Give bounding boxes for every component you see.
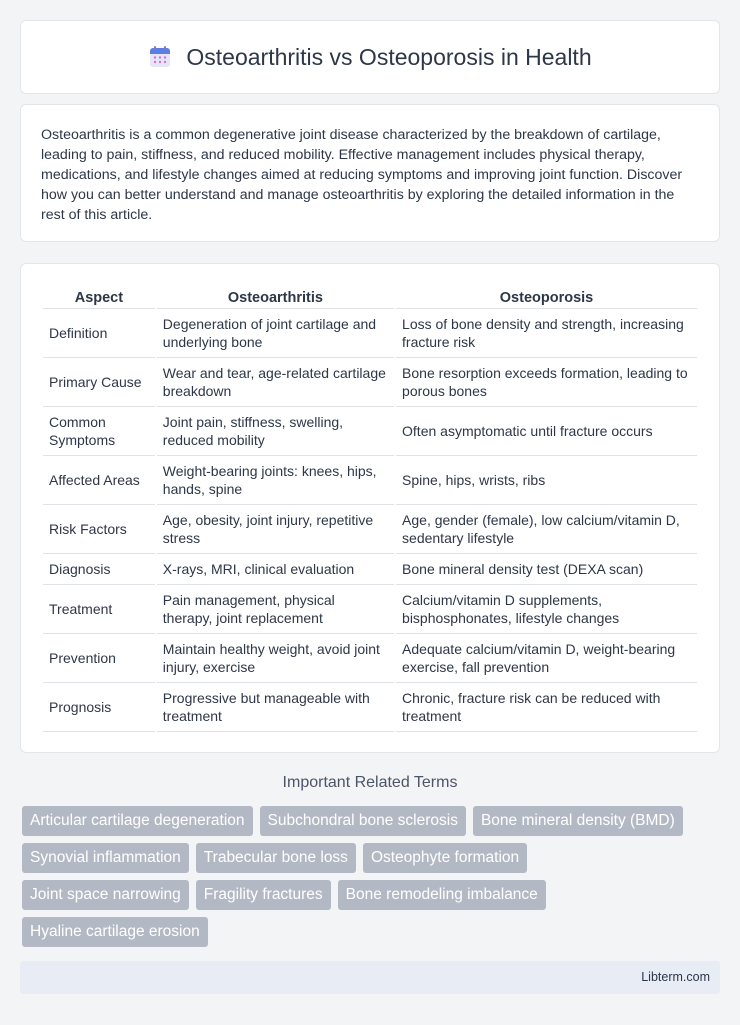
table-header-row bbox=[43, 282, 697, 309]
table-cell: Definition bbox=[43, 309, 155, 358]
comparison-table bbox=[41, 282, 699, 732]
table-cell: Bone resorption exceeds formation, leading to porous bones bbox=[396, 358, 697, 407]
table-row bbox=[43, 505, 697, 554]
related-term-tag[interactable]: Trabecular bone loss bbox=[196, 843, 356, 873]
table-cell: Age, obesity, joint injury, repetitive stress bbox=[157, 505, 394, 554]
page-title: Osteoarthritis vs Osteoporosis in Health bbox=[186, 43, 592, 70]
tag-row bbox=[22, 806, 722, 836]
table-cell: Loss of bone density and strength, increasing fracture risk bbox=[396, 309, 697, 358]
table-row bbox=[43, 358, 697, 407]
table-cell: Pain management, physical therapy, joint replacement bbox=[157, 585, 394, 634]
footer bbox=[20, 961, 720, 994]
table-cell: Often asymptomatic until fracture occurs bbox=[396, 407, 697, 456]
related-terms-tags bbox=[22, 806, 722, 954]
table-row bbox=[43, 683, 697, 732]
table-row bbox=[43, 554, 697, 585]
table-cell: Spine, hips, wrists, ribs bbox=[396, 456, 697, 505]
table-cell: Weight-bearing joints: knees, hips, hands, spine bbox=[157, 456, 394, 505]
related-term-tag[interactable]: Synovial inflammation bbox=[22, 843, 189, 873]
related-terms-title: Important Related Terms bbox=[282, 774, 458, 791]
table-cell: Adequate calcium/vitamin D, weight-bearing exercise, fall prevention bbox=[396, 634, 697, 683]
table-row bbox=[43, 585, 697, 634]
related-term-tag[interactable]: Bone mineral density (BMD) bbox=[473, 806, 683, 836]
table-cell: Joint pain, stiffness, swelling, reduced mobility bbox=[157, 407, 394, 456]
table-cell: Progressive but manageable with treatment bbox=[157, 683, 394, 732]
related-term-tag[interactable]: Fragility fractures bbox=[196, 880, 331, 910]
table-cell: Age, gender (female), low calcium/vitamin D, sedentary lifestyle bbox=[396, 505, 697, 554]
intro-card bbox=[20, 104, 720, 242]
table-cell: Affected Areas bbox=[43, 456, 155, 505]
related-term-tag[interactable]: Joint space narrowing bbox=[22, 880, 189, 910]
tag-row bbox=[22, 880, 722, 910]
related-term-tag[interactable]: Articular cartilage degeneration bbox=[22, 806, 253, 836]
intro-paragraph: Osteoarthritis is a common degenerative joint disease characterized by the breakdown of cartilage, leading to pain, stiffness, and reduced mobility. Effective management includes physical therapy, medications, and lifestyle changes aimed at reducing symptoms and improving joint function. Discover how you can better understand and manage osteoarthritis by exploring the detailed information in the rest of this article. bbox=[41, 127, 683, 223]
table-cell: Common Symptoms bbox=[43, 407, 155, 456]
header-osteoarthritis: Osteoarthritis bbox=[157, 282, 394, 309]
table-row bbox=[43, 456, 697, 505]
table-cell: Diagnosis bbox=[43, 554, 155, 585]
related-term-tag[interactable]: Subchondral bone sclerosis bbox=[260, 806, 466, 836]
tag-row bbox=[22, 843, 722, 873]
table-cell: Degeneration of joint cartilage and underlying bone bbox=[157, 309, 394, 358]
related-term-tag[interactable]: Hyaline cartilage erosion bbox=[22, 917, 208, 947]
table-row bbox=[43, 309, 697, 358]
header-card bbox=[20, 20, 720, 94]
tag-row bbox=[22, 917, 722, 947]
table-row bbox=[43, 407, 697, 456]
table-cell: Risk Factors bbox=[43, 505, 155, 554]
table-row bbox=[43, 634, 697, 683]
table-cell: Prognosis bbox=[43, 683, 155, 732]
related-term-tag[interactable]: Osteophyte formation bbox=[363, 843, 527, 873]
table-cell: Maintain healthy weight, avoid joint injury, exercise bbox=[157, 634, 394, 683]
table-cell: Bone mineral density test (DEXA scan) bbox=[396, 554, 697, 585]
table-cell: X-rays, MRI, clinical evaluation bbox=[157, 554, 394, 585]
table-cell: Primary Cause bbox=[43, 358, 155, 407]
table-cell: Wear and tear, age-related cartilage breakdown bbox=[157, 358, 394, 407]
comparison-table-card bbox=[20, 263, 720, 753]
related-term-tag[interactable]: Bone remodeling imbalance bbox=[338, 880, 546, 910]
calendar-icon bbox=[148, 45, 172, 69]
footer-site-link[interactable]: Libterm.com bbox=[641, 970, 710, 984]
table-cell: Prevention bbox=[43, 634, 155, 683]
table-cell: Calcium/vitamin D supplements, bisphosphonates, lifestyle changes bbox=[396, 585, 697, 634]
header-osteoporosis: Osteoporosis bbox=[396, 282, 697, 309]
table-cell: Chronic, fracture risk can be reduced with treatment bbox=[396, 683, 697, 732]
table-cell: Treatment bbox=[43, 585, 155, 634]
header-aspect: Aspect bbox=[43, 282, 155, 309]
